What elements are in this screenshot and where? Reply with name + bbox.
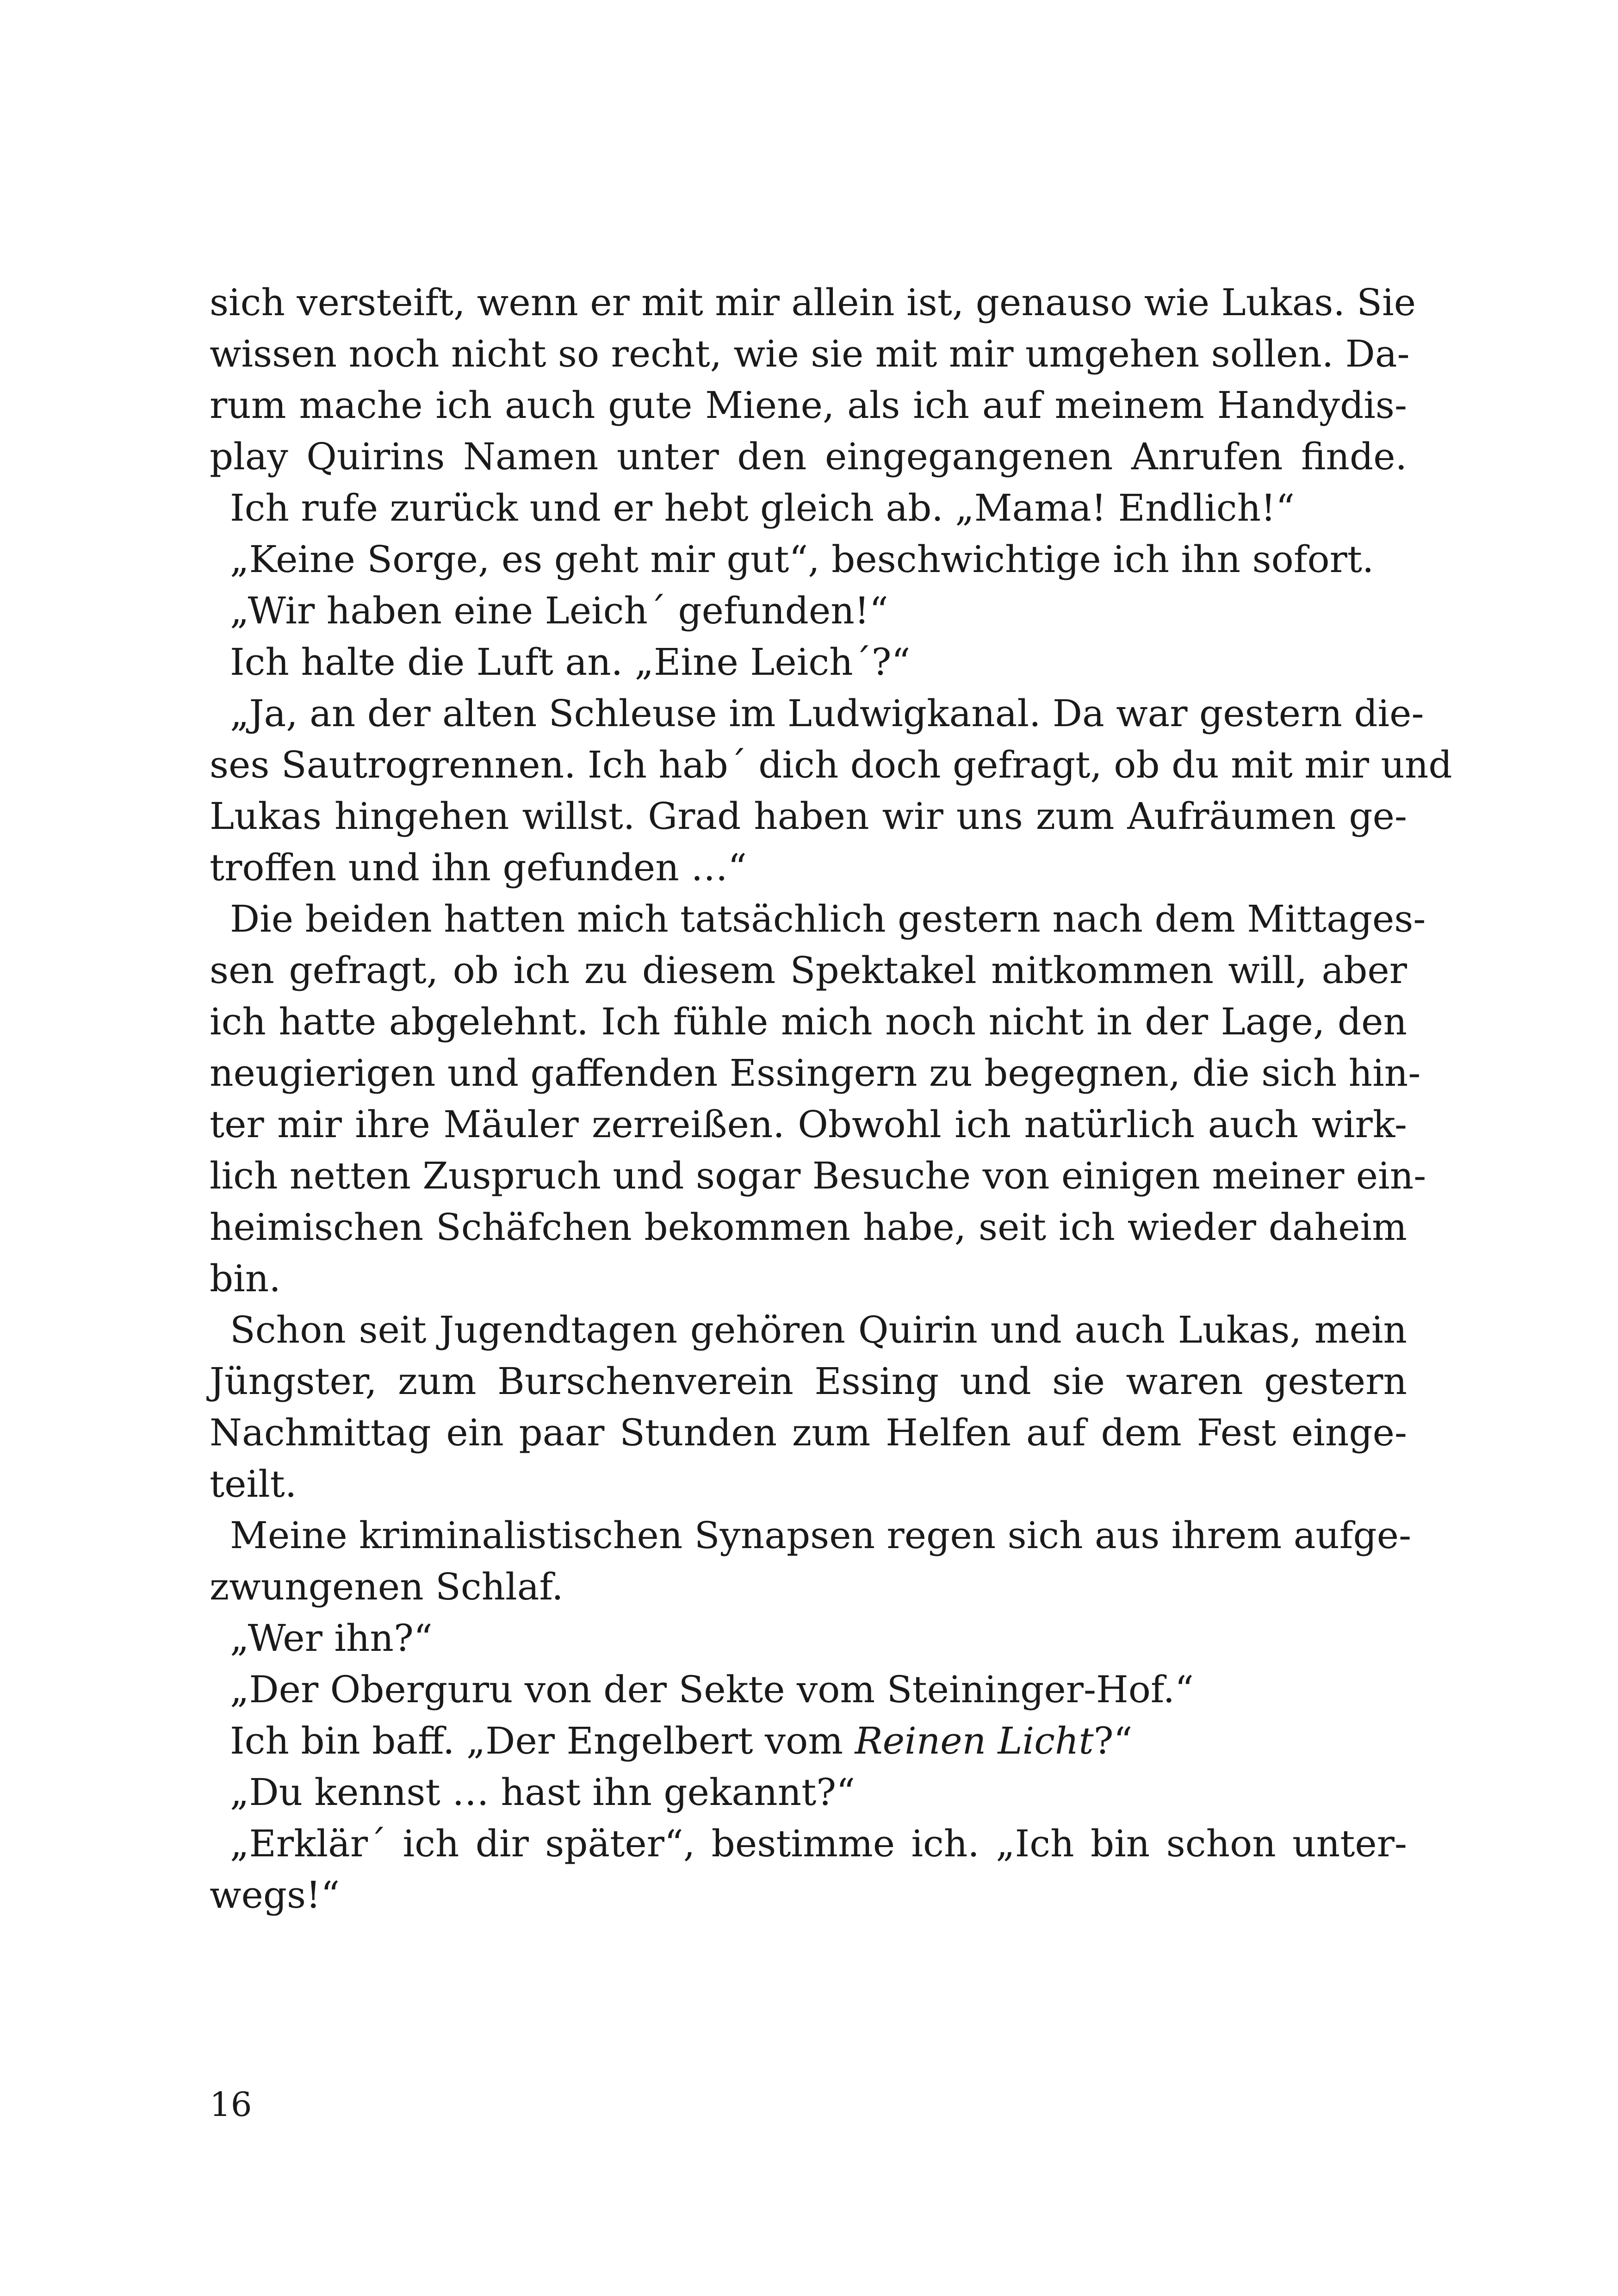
text-line: sich versteift, wenn er mit mir allein ist, genauso wie Lukas. Sie (210, 281, 1416, 324)
page-number: 16 (210, 2085, 252, 2124)
text-line: „Wir haben eine Leich´ gefunden!“ (230, 589, 888, 632)
text-line: „Du kennst … hast ihn gekannt?“ (230, 1771, 855, 1814)
text-line: ses Sautrogrennen. Ich hab´ dich doch gefragt, ob du mit mir und (210, 743, 1452, 786)
text-line: teilt. (210, 1462, 297, 1506)
text-fragment: ?“ (1093, 1719, 1133, 1762)
text-line: bin. (210, 1257, 281, 1300)
body-text (210, 277, 1452, 1921)
text-line: wissen noch nicht so recht, wie sie mit mir umgehen sollen. Da- (210, 332, 1410, 375)
text-line: heimischen Schäfchen bekommen habe, seit ich wieder daheim (210, 1206, 1407, 1249)
text-line: Die beiden hatten mich tatsächlich gestern nach dem Mittages- (230, 897, 1426, 940)
text-line: sen gefragt, ob ich zu diesem Spektakel mitkommen will, aber (210, 949, 1407, 992)
text-line: „Der Oberguru von der Sekte vom Steininger-Hof.“ (230, 1668, 1194, 1711)
text-line: ter mir ihre Mäuler zerreißen. Obwohl ich natürlich auch wirk- (210, 1103, 1407, 1146)
text-line: Schon seit Jugendtagen gehören Quirin und auch Lukas, mein (230, 1308, 1407, 1351)
text-line: „Keine Sorge, es geht mir gut“, beschwichtige ich ihn sofort. (230, 538, 1374, 581)
text-line: „Ja, an der alten Schleuse im Ludwigkanal. Da war gestern die- (230, 692, 1424, 735)
text-line: Meine kriminalistischen Synapsen regen sich aus ihrem aufge- (230, 1514, 1412, 1557)
text-line: troffen und ihn gefunden …“ (210, 846, 747, 889)
text-line: Jüngster, zum Burschenverein Essing und sie waren gestern (210, 1360, 1407, 1403)
italic-title: Reinen Licht (855, 1719, 1094, 1762)
text-line: play Quirins Namen unter den eingegangenen Anrufen finde. (210, 435, 1407, 478)
text-fragment: Ich bin baff. „Der Engelbert vom (230, 1719, 855, 1762)
text-line: Lukas hingehen willst. Grad haben wir uns zum Aufräumen ge- (210, 795, 1407, 838)
text-line: Ich rufe zurück und er hebt gleich ab. „Mama! Endlich!“ (230, 486, 1295, 529)
text-line: ich hatte abgelehnt. Ich fühle mich noch nicht in der Lage, den (210, 1000, 1407, 1043)
text-line: wegs!“ (210, 1873, 340, 1916)
text-line: lich netten Zuspruch und sogar Besuche von einigen meiner ein- (210, 1154, 1426, 1197)
text-line: Nachmittag ein paar Stunden zum Helfen auf dem Fest einge- (210, 1411, 1407, 1454)
text-line: rum mache ich auch gute Miene, als ich auf meinem Handydis- (210, 384, 1407, 427)
text-line: zwungenen Schlaf. (210, 1565, 564, 1608)
text-line: „Erklär´ ich dir später“, bestimme ich. „Ich bin schon unter- (230, 1822, 1407, 1865)
text-line: neugierigen und gaffenden Essingern zu begegnen, die sich hin- (210, 1052, 1421, 1095)
text-line (210, 1715, 1407, 1767)
text-line: „Wer ihn?“ (230, 1617, 433, 1660)
text-line: Ich halte die Luft an. „Eine Leich´?“ (230, 641, 911, 684)
